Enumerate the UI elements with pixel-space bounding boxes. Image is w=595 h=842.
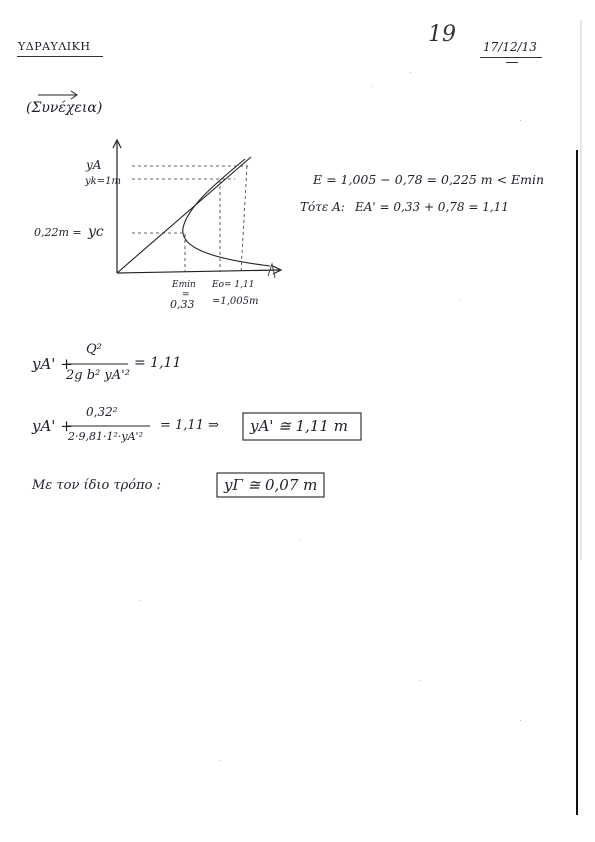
graph-x-axis bbox=[117, 270, 280, 273]
eq2-rhs: = 1,11 ⇒ bbox=[160, 418, 219, 433]
eq2-denominator: 2·9,81·1²·yA'² bbox=[68, 430, 143, 443]
graph-label-yc-value: 0,22m = bbox=[34, 226, 82, 239]
graph-label-emin-eq: = bbox=[182, 290, 190, 300]
eq2-lhs: yA' + bbox=[32, 417, 73, 435]
scan-speck bbox=[520, 120, 521, 121]
graph-label-eo-value: =1,005m bbox=[212, 296, 259, 307]
energy-a-prefix: Τότε A: bbox=[300, 200, 345, 214]
subject-title: ΥΔΡΑΥΛΙΚΗ bbox=[18, 40, 91, 53]
scan-speck bbox=[420, 680, 421, 681]
scan-speck bbox=[410, 72, 411, 73]
eq1-lhs: yA' + bbox=[32, 355, 73, 373]
graph-label-ya: yA bbox=[86, 158, 102, 172]
graph-label-yk: yk=1m bbox=[85, 176, 121, 187]
eq1-denominator: 2g b² yA'² bbox=[66, 368, 130, 383]
scan-speck bbox=[140, 600, 141, 601]
eq2-result: yA' ≅ 1,11 m bbox=[250, 417, 348, 435]
energy-equation: E = 1,005 − 0,78 = 0,225 m < Emin bbox=[313, 172, 545, 187]
eq2-numerator: 0,32² bbox=[86, 405, 118, 419]
page-number: 19 bbox=[428, 22, 456, 47]
graph-label-emin: Emin bbox=[172, 280, 196, 290]
graph-label-yc: yc bbox=[88, 224, 104, 240]
energy-a-equation: EA' = 0,33 + 0,78 = 1,11 bbox=[355, 200, 509, 214]
scan-speck bbox=[300, 540, 301, 541]
scan-speck bbox=[372, 86, 373, 87]
eq3-text: Με τον ίδιο τρόπο : bbox=[32, 478, 161, 493]
date: 17/12/13 bbox=[483, 40, 537, 54]
scan-speck bbox=[460, 300, 461, 301]
continuation-label: (Συνέχεια) bbox=[26, 100, 103, 116]
graph-label-emin-value: 0,33 bbox=[170, 298, 195, 311]
specific-energy-curve bbox=[183, 159, 270, 266]
eq1-numerator: Q² bbox=[86, 342, 102, 357]
eq1-rhs: = 1,11 bbox=[134, 355, 182, 371]
graph-label-eo: Eo= 1,11 bbox=[212, 280, 255, 290]
scan-speck bbox=[520, 720, 521, 721]
eq3-result: yΓ ≅ 0,07 m bbox=[224, 476, 318, 494]
scan-speck bbox=[220, 760, 221, 761]
graph-diagonal-line bbox=[117, 157, 251, 273]
